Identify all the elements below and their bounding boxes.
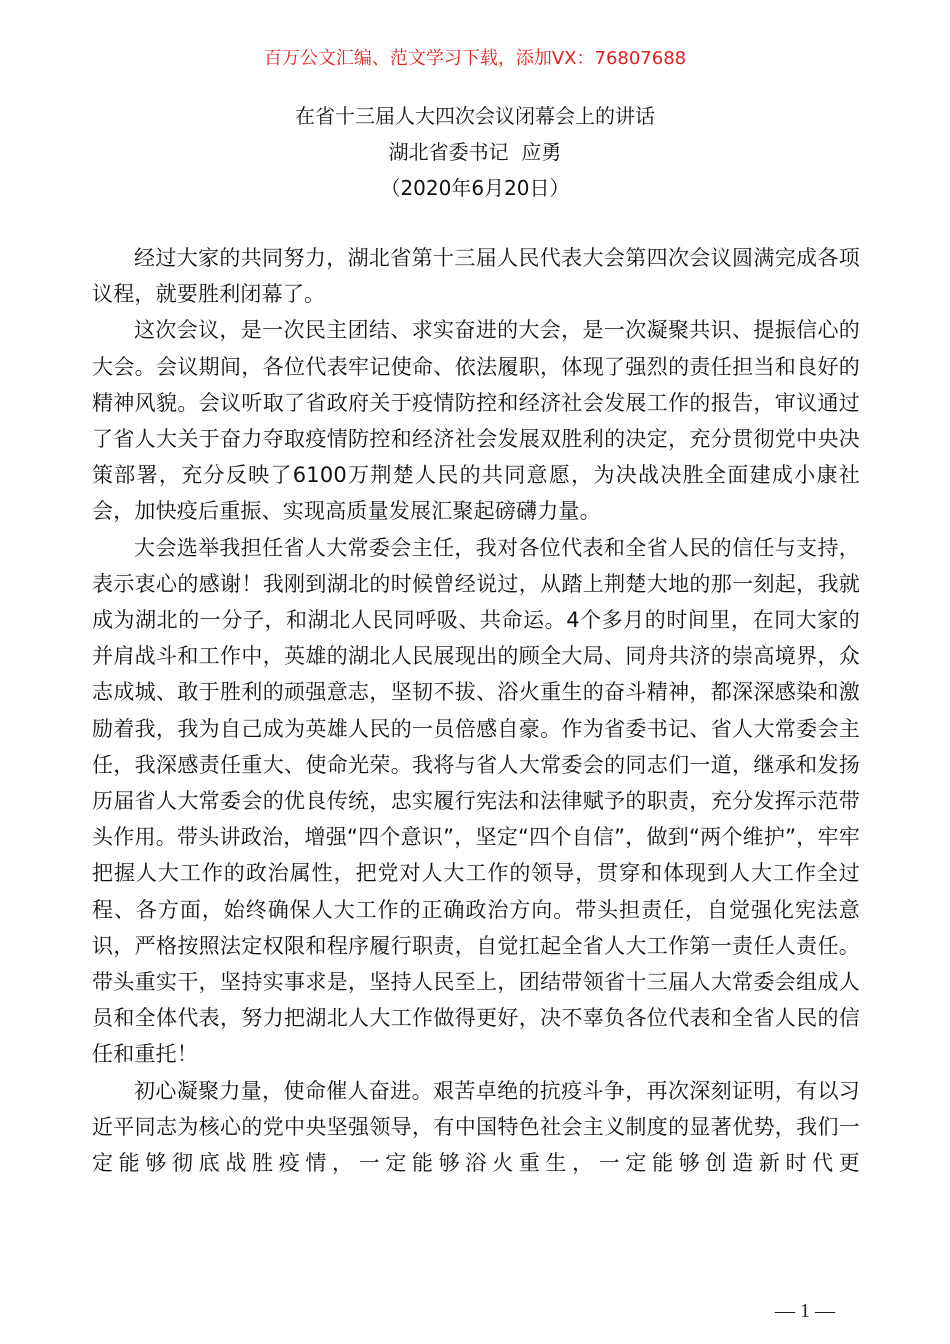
paragraph: 大会选举我担任省人大常委会主任，我对各位代表和全省人民的信任与支持，表示衷心的感谢！我刚到湖北的时候曾经说过，从踏上荆楚大地的那一刻起，我就成为湖北的一分子，和湖北人民同呼吸、共命运。4个多月的时间里，在同大家的并肩战斗和工作中，英雄的湖北人民展现出的顾全大局、同舟共济的崇高境界，众志成城、敢于胜利的顽强意志，坚韧不拔、浴火重生的奋斗精神，都深深感染和激励着我，我为自己成为英雄人民的一员倍感自豪。作为省委书记、省人大常委会主任，我深感责任重大、使命光荣。我将与省人大常委会的同志们一道，继承和发扬历届省人大常委会的优良传统，忠实履行宪法和法律赋予的职责，充分发挥示范带头作用。带头讲政治，增强“四个意识”，坚定“四个自信”，做到“两个维护”，牢牢把握人大工作的政治属性，把党对人大工作的领导，贯穿和体现到人大工作全过程、各方面，始终确保人大工作的正确政治方向。带头担责任，自觉强化宪法意识，严格按照法定权限和程序履行职责，自觉扛起全省人大工作第一责任人责任。带头重实干，坚持实事求是，坚持人民至上，团结带领省十三届人大常委会组成人员和全体代表，努力把湖北人大工作做得更好，决不辜负各位代表和全省人民的信任和重托！ <box>92 535 860 1067</box>
document-title: 在省十三届人大四次会议闭幕会上的讲话 <box>295 104 655 128</box>
paragraph: 初心凝聚力量，使命催人奋进。艰苦卓绝的抗疫斗争，再次深刻证明，有以习近平同志为核心的党中央坚强领导，有中国特色社会主义制度的显著优势，我们一定能够彻底战胜疫情，一定能够浴火重生，一定能够创造新时代更 <box>92 1078 860 1176</box>
watermark-banner: 百万公文汇编、范文学习下载，添加VX：76807688 <box>263 48 687 69</box>
paragraph: 经过大家的共同努力，湖北省第十三届人民代表大会第四次会议圆满完成各项议程，就要胜利闭幕了。 <box>92 246 860 307</box>
paragraph: 这次会议，是一次民主团结、求实奋进的大会，是一次凝聚共识、提振信心的大会。会议期间，各位代表牢记使命、依法履职，体现了强烈的责任担当和良好的精神风貌。会议听取了省政府关于疫情防控和经济社会发展工作的报告，审议通过了省人大关于奋力夺取疫情防控和经济社会发展双胜利的决定，充分贯彻党中央决策部署，充分反映了6100万荆楚人民的共同意愿，为决战决胜全面建成小康社会，加快疫后重振、实现高质量发展汇聚起磅礴力量。 <box>92 318 860 524</box>
document-header <box>0 98 950 206</box>
document-author: 湖北省委书记 应勇 <box>388 140 562 164</box>
document-body <box>92 240 860 1181</box>
document-date: （2020年6月20日） <box>380 176 570 200</box>
page-number: — 1 — <box>775 1300 835 1322</box>
